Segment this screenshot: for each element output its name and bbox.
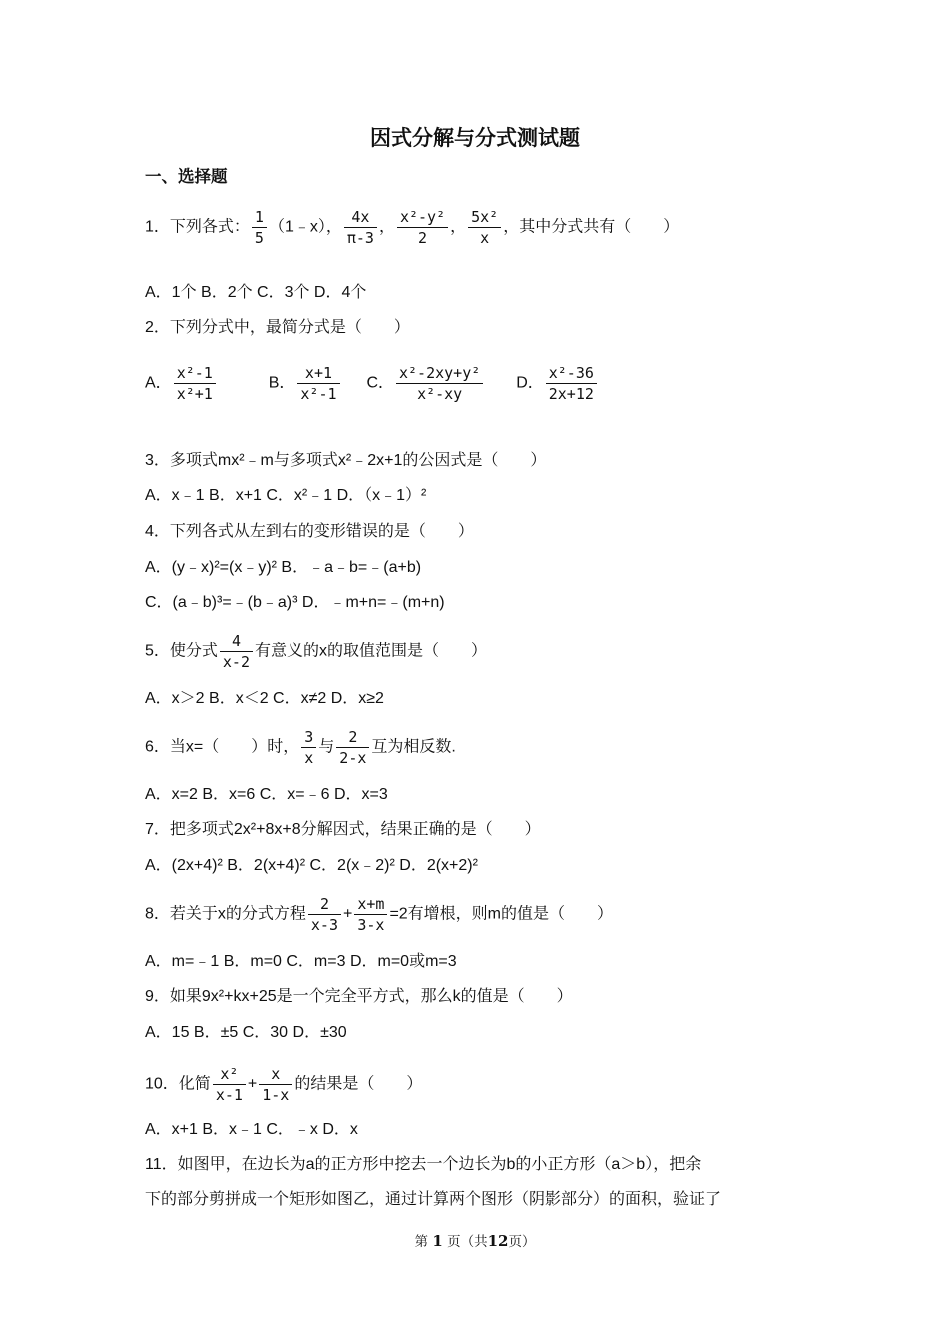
question-6	[145, 728, 456, 767]
q2-option-b-fraction: $\frac{x+1}{\text{x²-1}}$	[297, 364, 339, 403]
q6-prefix: 6．当x=（ ）时，	[145, 738, 300, 756]
q6-fraction-2: $\frac{2}{2-x}$	[336, 728, 369, 767]
q8-options: A．m=﹣1 B．m=0 C．m=3 D．m=0或m=3	[145, 953, 457, 970]
q1-text-2: ，	[378, 218, 395, 236]
question-2: 2．下列分式中，最简分式是（ ）	[145, 319, 410, 336]
q2-options	[145, 364, 599, 403]
section-heading: 一、选择题	[145, 167, 228, 186]
q2-option-d-fraction: $\frac{\text{x²-36}}{2x+12}$	[546, 364, 597, 403]
footer-post: 页）	[508, 1234, 536, 1250]
q1-text-1: （1﹣x），	[268, 218, 342, 236]
q8-suffix: =2有增根，则m的值是（ ）	[389, 905, 614, 923]
q1-fraction-4: $\frac{\text{5x²}}{x}$	[468, 208, 501, 247]
question-7: 7．把多项式2x²+8x+8分解因式，结果正确的是（ ）	[145, 821, 541, 838]
q2-option-b-label: B．	[268, 374, 296, 392]
q10-prefix: 10．化简	[145, 1075, 211, 1093]
question-8	[145, 895, 613, 934]
question-10	[145, 1065, 422, 1104]
footer-pre: 第	[414, 1234, 429, 1250]
q8-fraction-1: $\frac{2}{x-3}$	[308, 895, 341, 934]
q10-suffix: 的结果是（ ）	[294, 1075, 423, 1093]
q5-fraction: $\frac{4}{x-2}$	[220, 632, 253, 671]
q4-options-2: C．(a﹣b)³=﹣(b﹣a)³ D．﹣m+n=﹣(m+n)	[145, 594, 445, 611]
question-5	[145, 632, 487, 671]
q10-mid: +	[247, 1075, 258, 1093]
q2-option-a-label: A．	[145, 374, 172, 392]
q10-options: A．x+1 B．x﹣1 C．﹣x D．x	[145, 1121, 358, 1138]
q8-prefix: 8．若关于x的分式方程	[145, 905, 306, 923]
q10-fraction-2: $\frac{x}{1-x}$	[259, 1065, 292, 1104]
q7-options: A．(2x+4)² B．2(x+4)² C．2(x﹣2)² D．2(x+2)²	[145, 857, 478, 874]
q4-options-1: A．(y﹣x)²=(x﹣y)² B．﹣a﹣b=﹣(a+b)	[145, 559, 422, 576]
question-1	[145, 208, 679, 247]
q1-fraction-3: $\frac{\text{x²-y²}}{2}$	[397, 208, 448, 247]
q2-option-a-fraction: $\frac{\text{x²-1}}{\text{x²+1}}$	[174, 364, 216, 403]
page-footer	[0, 1230, 950, 1250]
q8-mid: +	[343, 905, 353, 923]
question-4: 4．下列各式从左到右的变形错误的是（ ）	[145, 523, 474, 540]
page-title: 因式分解与分式测试题	[370, 125, 580, 150]
q10-fraction-1: $\frac{\text{x²}}{x-1}$	[213, 1065, 246, 1104]
question-11-line-1: 11．如图甲，在边长为a的正方形中挖去一个边长为b的小正方形（a＞b），把余	[145, 1156, 702, 1173]
q6-options: A．x=2 B．x=6 C．x=﹣6 D．x=3	[145, 786, 388, 803]
footer-total-pages: 12	[487, 1232, 509, 1250]
q9-options: A．15 B．±5 C．30 D．±30	[145, 1024, 347, 1041]
q1-fraction-2: $\frac{4x}{\pi-3}$	[344, 208, 377, 247]
q6-mid: 与	[318, 738, 335, 756]
q3-options: A．x﹣1 B．x+1 C．x²﹣1 D．（x﹣1）²	[145, 487, 427, 504]
q1-options: A．1个 B．2个 C．3个 D．4个	[145, 284, 367, 301]
footer-page-number: 1	[432, 1232, 443, 1250]
q2-option-c-label: C．	[366, 374, 394, 392]
footer-mid: 页（共	[447, 1234, 488, 1250]
q1-fraction-1: $\frac{1}{5}$	[252, 208, 267, 247]
question-3: 3．多项式mx²﹣m与多项式x²﹣2x+1的公因式是（ ）	[145, 452, 547, 469]
question-9: 9．如果9x²+kx+25是一个完全平方式，那么k的值是（ ）	[145, 988, 573, 1005]
q1-suffix: ，其中分式共有（ ）	[503, 218, 680, 236]
q2-option-d-label: D．	[516, 374, 544, 392]
q5-options: A．x＞2 B．x＜2 C．x≠2 D．x≥2	[145, 690, 384, 707]
q5-suffix: 有意义的x的取值范围是（ ）	[255, 642, 488, 660]
question-11-line-2: 下的部分剪拼成一个矩形如图乙，通过计算两个图形（阴影部分）的面积，验证了	[145, 1191, 722, 1208]
q2-option-c-fraction: $\frac{\text{x²-2xy+y²}}{\text{x²-xy}}$	[396, 364, 483, 403]
q8-fraction-2: $\frac{x+m}{3-x}$	[354, 895, 387, 934]
q1-prefix: 1．下列各式：	[145, 218, 250, 236]
q6-fraction-1: $\frac{3}{x}$	[301, 728, 316, 767]
q6-suffix: 互为相反数.	[371, 738, 456, 756]
q1-text-3: ，	[450, 218, 467, 236]
q5-prefix: 5．使分式	[145, 642, 218, 660]
